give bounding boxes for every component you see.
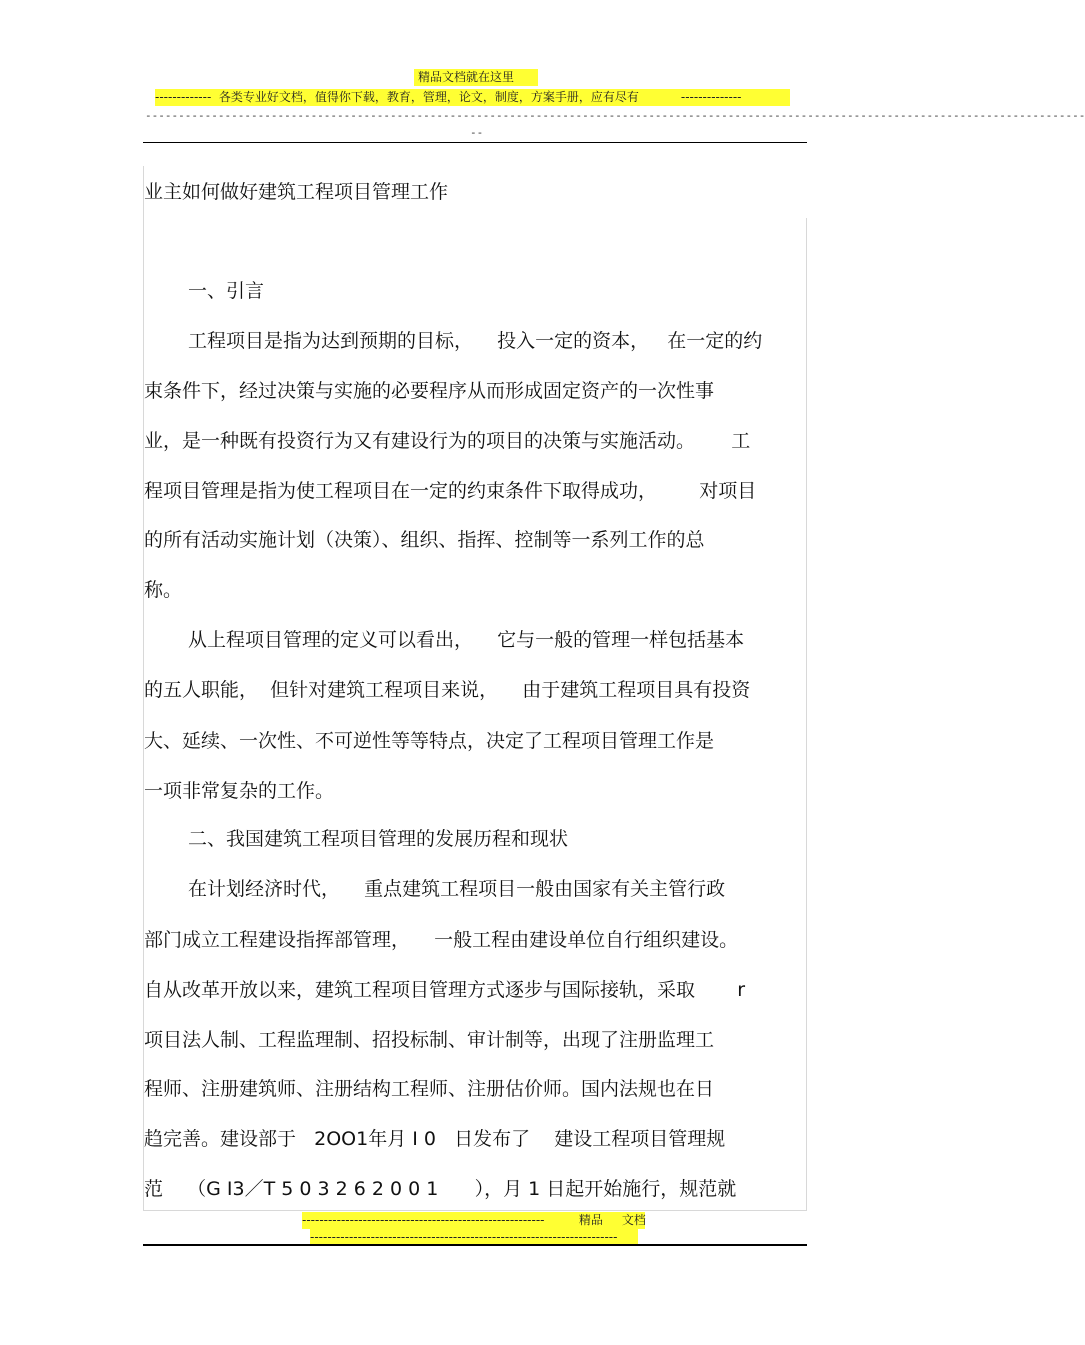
body-line: 束条件下，经过决策与实施的必要程序从而形成固定资产的一次性事 (144, 380, 715, 402)
body-line: 一项非常复杂的工作。 (144, 780, 335, 802)
body-line: 从上程项目管理的定义可以看出， 它与一般的管理一样包括基本 (188, 629, 745, 651)
document-title: 业主如何做好建筑工程项目管理工作 (144, 181, 449, 203)
body-line: 大、延续、一次性、不可逆性等等特点，决定了工程项目管理工作是 (144, 730, 715, 752)
header-title: 精品文档就在这里 (414, 69, 538, 86)
body-line: 自从改革开放以来，建筑工程项目管理方式逐步与国际接轨，采取 r (144, 979, 746, 1001)
footer-banner-line2: ----------------------------------------------------------------------- (310, 1229, 638, 1246)
body-line: 趋完善。建设部于 2OO1年月 I 0 日发布了 建设工程项目管理规 (144, 1128, 726, 1150)
header-dash-short: -- (470, 126, 484, 139)
body-line: 项目法人制、工程监理制、招投标制、审计制等，出现了注册监理工 (144, 1029, 715, 1051)
header-rule (143, 142, 807, 143)
body-line: 业，是一种既有投资行为又有建设行为的项目的决策与实施活动。 工 (144, 430, 751, 452)
page-frame-right (806, 218, 807, 1210)
body-line: 范 （G I3／T 5 0 3 2 6 2 0 0 1 ），月 1 日起开始施行，规范就 (144, 1178, 737, 1200)
body-line: 的所有活动实施计划（决策）、组织、指挥、控制等一系列工作的总 (144, 529, 705, 551)
page-frame-bottom (143, 1210, 807, 1211)
footer-banner-line1: -------------------------------------------------------- 精品 文档 (302, 1213, 646, 1227)
body-line: 部门成立工程建设指挥部管理， 一般工程由建设单位自行组织建设。 (144, 929, 739, 951)
body-line: 在计划经济时代， 重点建筑工程项目一般由国家有关主管行政 (188, 878, 726, 900)
body-line: 的五人职能， 但针对建筑工程项目来说， 由于建筑工程项目具有投资 (144, 679, 751, 701)
footer-rule (143, 1244, 807, 1246)
header-dash-line: ---------------------------------------------------------------------------------------------------------------------------------------------- (145, 109, 1085, 122)
header-tagline: ------------- 各类专业好文档，值得你下载，教育，管理，论文，制度，方案手册，应有尽有 -------------- (155, 89, 790, 106)
body-line: 称。 (144, 579, 183, 601)
section-heading: 二、我国建筑工程项目管理的发展历程和现状 (188, 828, 569, 850)
body-line: 工程项目是指为达到预期的目标， 投入一定的资本， 在一定的约 (188, 330, 763, 352)
section-heading: 一、引言 (188, 280, 265, 302)
body-line: 程师、注册建筑师、注册结构工程师、注册估价师。国内法规也在日 (144, 1078, 715, 1100)
body-line: 程项目管理是指为使工程项目在一定的约束条件下取得成功， 对项目 (144, 480, 757, 502)
